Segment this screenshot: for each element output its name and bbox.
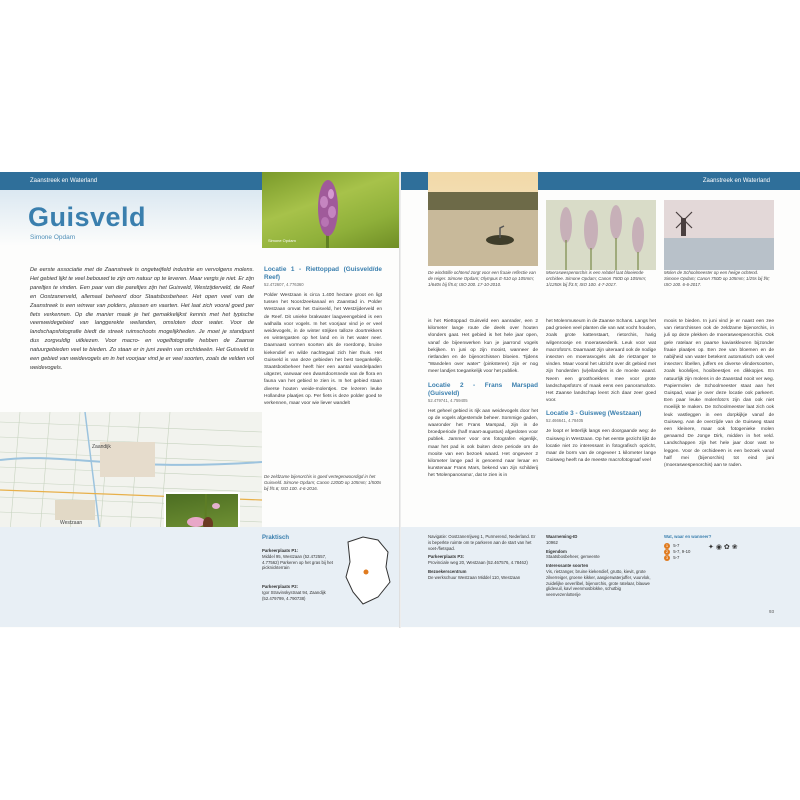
section-label-right: Zaanstreek en Waterland [702, 178, 770, 184]
navigation-text: Navigatie: Oostzanerrijweg 1, Purmerend, Nederland. Er is beperkte ruimte om te parkeren aan de start van het voet-/fietspad. [428, 534, 536, 551]
legend-marker-2: 2 [665, 548, 669, 554]
intro-text: De eerste associatie met de Zaanstreek is ongetwijfeld industrie en vervolgens molens. Het gebied lijkt te veel bebouwd te zijn om natuur op te leveren. Maar vergis je niet. Er zijn pareltjes te vinden. Een paar van die pareltjes zijn het Guisveld, Westzijderveld, de Reef en Oostzanerveld, allemaal beheerd door Staatsbosbeheer. Het open veel van de Zaanstreek is een winwar van polders, plassen en vaarten. Het laat zich vooral goed per fiets verkennen. Op die manier maak je het gemakkelijkst kennis met het typische veenweidegebied van langgerekte weilanden, omsloten door water. Voor de landschapsfotografie biedt de streek ruimschoots mogelijkheden. Je moet je standpunt dus zorgvuldig uitkiezen. Voor macro- en vogelfotografie hebben de Zaanse natuurgebieden veel te bieden. Zo staan er in juni zeeën van orchideeën. Het Guisveld is een gebied van weidevogels en in het voorjaar vind je er veel soorten, zoals de velden vol weidevogels. [30, 267, 254, 371]
page-number: 93 [768, 609, 774, 614]
netherlands-outline-map [338, 532, 398, 612]
wildlife-icons [708, 544, 738, 552]
practical-title: Praktisch [262, 535, 290, 541]
page-title: Guisveld [28, 202, 147, 232]
caption-heron: De windstille ochtend zorgt voor een fraaie reflectie van de reiger. Simone Opdam; Olympus E-510 op 105mm; 1/640s bij f/5.6; ISO 200. 17-10-2010. [428, 270, 536, 287]
book-spine [399, 172, 401, 628]
parking-1-text: Middel 95, Westzaan (52.472557, 4.77562) Parkeren op het gras bij het picknickterrain [262, 553, 333, 571]
visitor-centre-label: Bezoekerscentrum [428, 568, 467, 574]
bird-icon: ✦ [708, 544, 714, 551]
windmill-photo [664, 200, 774, 270]
location-1-coords: 52.472607, 4.776360 [264, 282, 304, 287]
section-label-left: Zaanstreek en Waterland [30, 178, 98, 184]
orchids-illustration [546, 200, 656, 270]
column-right-2 [546, 318, 656, 464]
visitor-centre-text: De werkschuur Westzaan Middel 110, Westzaan [428, 574, 521, 580]
navigation-info [428, 534, 538, 581]
parking-1 [262, 548, 337, 571]
legend-marker-1: 1 [665, 542, 669, 548]
orchid-illustration [262, 172, 400, 248]
legend-row-3 [664, 555, 776, 561]
caption-orchids: Moeraswespenorchis is een relatief laat bloeiende orchidee. Simone Opdam; Canon 750D op 105mm; 1/1250s bij f/3.5; ISO 100. 4-7-2017. [546, 270, 647, 287]
column-right-3-text: moois te bieden. In juni vind je er naast een zee van rietorchissen ook de zeldzame bijenorchis, in juli op deze plekken de moeraswespenorchis. Ook gele ratelaar en paarse kaviaskleuren bijzonder fraaie plaatjes op. Een zee van bloemen en de nabijheid van water betekent automatisch ook veel insecten: libellen, juffers en diverse vlindersoorten, zoals koolvlijes, hooibeestjes en dikkopjes. En natuurlijk zijn molens in de Zaanstad nooit ver weg. Papiermolen de Schoolmeester staat aan het Guispad, waar je over deze locatie ook parkeert. Een paar leuke molenfoto's zijn dan ook niet moeilijk te maken. De Schoolmeester laat zich ook leuk vastleggen in een dorpkijkje vanaf de Guisweg. Aan de overzijde van de Guisweg staat een kleinere, maar ook fotogenieke molen genaamd De Jonge Dirk, midden in het veld. Landschappen zijn het hele jaar door vast te leggen. Voor de orchideeën is een bezoek vanaf half mei (bijenorchis) tot eind juni (moeraswespenorchis) aan te raden. [664, 319, 774, 469]
photo-credit: Simone Opdam [268, 238, 296, 243]
owner-value: Staatsbosbeheer, gemeente [546, 554, 600, 560]
map-label-zaandijk: Zaandijk [92, 444, 111, 450]
map-label-westzaan: Westzaan [60, 520, 83, 526]
location-3-coords: 52.466641, 4.78405 [546, 418, 584, 424]
location-2-heading: Locatie 2 - Frans Marspad (Guisveld) [428, 381, 538, 397]
observation-id-label: Waarneming-ID [546, 534, 578, 539]
parking-2-label: Parkeerplaats P2: [262, 584, 299, 589]
column-right-3 [664, 318, 774, 469]
column-location-1 [264, 266, 382, 407]
when-box [664, 534, 776, 561]
heron-photo [428, 172, 538, 266]
orchid-photo [262, 172, 400, 248]
camera-icon: ◉ [715, 544, 722, 551]
parking-3-label: Parkeerplaats P3: [428, 554, 465, 560]
location-1-text: Polder Westzaan is circa 1.400 hectare groot en ligt tussen het Noordzeekanaal en Zaanstad in. Polder Westzaan omvat het Guisveld, het Westzijderveld en de Reef. Dit unieke brakwater laagveengebied is een walhalla voor vogels. In het voorjaar vind je er veel weidevogels, in de winter strijken talloze doortrekkers en wintergasten op het land en in het water neer. Daarnaast vormen soorten als de roerdomp, bruine kiekendief en wilde nachtegaal zich hier thuis. Het Guisveld is van deze gebieden het best toegankelijk. Staatsbosbeheer heeft hier een aantal wandelpaden uitgezet, vanwaar een dwarsdoorsnede van de flora en fauna van het gebied te zien is. In het gebied staan diverse houten weide-molentjes. De lezeren leuke Hollandse plaatjes op. Per fiets is deze polder goed te verkennen, maar voor wie liever wandelt [264, 293, 382, 407]
legend-months-1: 5-7 [673, 542, 680, 548]
author-name: Simone Opdam [30, 234, 76, 241]
orchids-photo [546, 200, 656, 270]
column-right-1 [428, 318, 538, 480]
location-2-text: Het geheel gebied is rijk aan weidevogels door het op de vogels afgestemde beheer. Sommige gaden, waaronder het Frans Marspad, zijn in de broedperiode (half maart-augustus) afgesloten voor publiek. Jammer voor ons fotografen eigenlijk, maar het pad is ook buiten deze periode om de mooite van een bezoek waard. Het ongeveer 2 kilometer lange pad is genoemd naar leraar en kunstenaar Frans Mars, bekend van zijn schilderij het 'Molenpanorama', dat te zien is in [428, 408, 538, 479]
observation-id: 10962 [546, 539, 558, 545]
parking-3-text: Provinciale weg 20, Westzaan (52.467576, 4.78462) [428, 560, 528, 566]
observation-info [546, 534, 656, 598]
location-2-coords: 52.479741, 4.759405 [428, 397, 468, 403]
parking-2 [262, 584, 337, 601]
legend-months-2: 5-7, 9-10 [673, 548, 691, 554]
legend-months-3: 5-7 [673, 554, 680, 560]
column-right-2-text: het Molenmuseum in de Zaanse Schans. Langs het pad groeien veel planten die van wat vocht houden, zoals grote kattenstaart, rietorchis, harig wilgenroosje en moeraswederik. Leuk voor wat macrofoto's. Daarnaast zijn uiteraard ook de nodige insecten en moerasvogels als de rietzanger te vinden. Maar vooral het uitzicht over dit gebied met zijn honderden (w)eilandjes is de moeite waard. Neem een groothoeklens mee voor grote landschapsfoto's of maak eens een panoramafoto. Het Zaanse landschap leent zich daar zeer goed voor. [546, 319, 656, 404]
caption-bee-orchid: De zeldzame bijenorchis is goed vertegenwoordigd in het Guisveld. Simone Opdam; Canon 1200D op 105mm; 1/500s bij f/5.6; ISO 100. 4-6-2016. [264, 474, 382, 491]
legend-marker-3: 3 [665, 554, 669, 560]
caption-windmill: Molen de Schoolmeester op een heiige ochtend. Simone Opdam; Canon 750D op 105mm; 1/25s bij f/8; ISO 100. 6-6-2017. [664, 270, 770, 287]
book-spread [0, 172, 800, 628]
section-band-left [0, 172, 262, 190]
parking-1-label: Parkeerplaats P1: [262, 548, 299, 553]
heron-illustration [428, 172, 538, 266]
windmill-illustration [664, 200, 774, 270]
butterfly-icon: ✿ [723, 544, 730, 551]
flower-icon: ❀ [731, 544, 738, 551]
location-3-heading: Locatie 3 - Guisweg (Westzaan) [546, 410, 642, 418]
column-right-1-text: is het Riettoppad Guisveld een aanrader, een 2 kilometer lange route die deels over houten vlonders gaat. Het gebied is het hele jaar open, vanaf de bijeenwerken kun je jaarrond vogels bekijken. In juni op zijn mooist, wanneer de rietlanden en de bijenorchissen bloeien. Tijdens "Wandelen over water" (pinksteren) zijn er nog meer landjes toegankelijk voor het publiek. [428, 319, 538, 375]
location-3-text: Je loopt er letterlijk langs een doorgaande weg: de Guisweg in Westzaan. Op het eerste gezicht lijkt de locatie niet zo interessant in fotografisch opzicht, maar de borm van de ongeveer 1 kilometer lange Guisweg heeft na de meeste macrofotograaf veel [546, 429, 656, 464]
species-label: Interessante soorten [546, 563, 589, 569]
location-1-heading: Locatie 1 - Riettoppad (Guisveld/de Reef) [264, 266, 382, 281]
owner-label: Eigendom [546, 548, 567, 554]
location-marker [364, 570, 369, 575]
when-title: Wat, waar en wanneer? [664, 534, 712, 539]
parking-2-text: Igor Stravinskystraat 94, Zaandijk (52.479799, 4.790738) [262, 589, 326, 601]
species-list: Vis, rietzanger, bruine kiekendief, grutto, kievit, grote zilverreiger, groene kikker, aasgierwaterjuffer, vuurvlok, zuidelijke oeverlibel, bijenorchis, grote ratelaar, blauwe glidevuil, kavl veenmosblokke, schutbig veenvezenlotterije [546, 568, 651, 598]
